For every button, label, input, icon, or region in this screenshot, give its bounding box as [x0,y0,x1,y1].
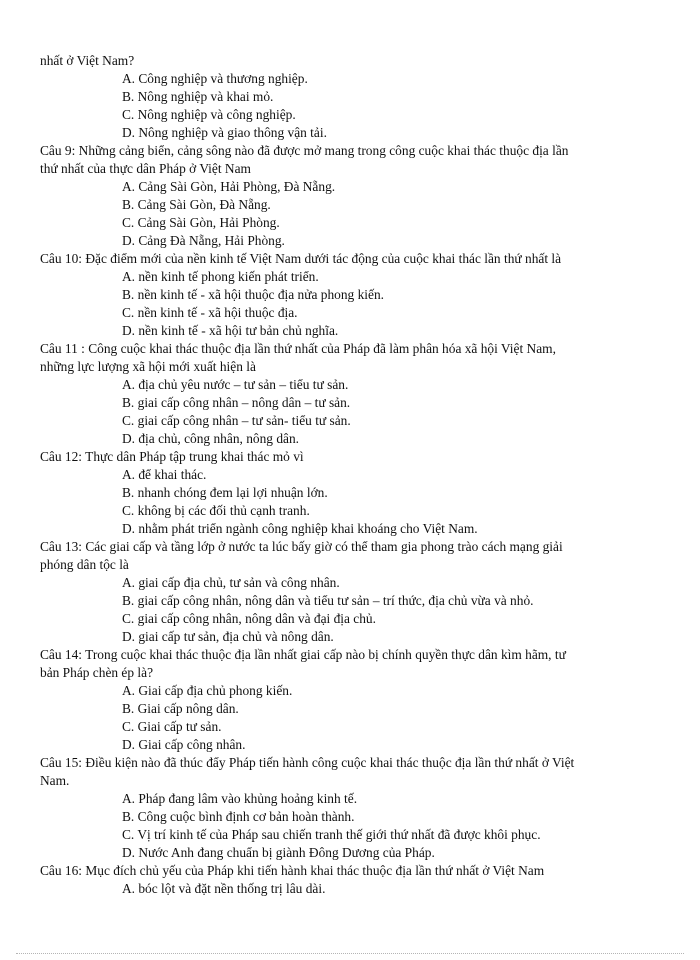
answer-option: A. Giai cấp địa chủ phong kiến. [122,683,293,698]
answer-option: B. nhanh chóng đem lại lợi nhuận lớn. [122,485,328,500]
question-stem: những lực lượng xã hội mới xuất hiện là [40,359,256,374]
answer-option: D. giai cấp tư sản, địa chủ và nông dân. [122,629,334,644]
answer-option: B. giai cấp công nhân – nông dân – tư sản. [122,395,351,410]
question-stem: Câu 12: Thực dân Pháp tập trung khai thác mỏ vì [40,449,304,464]
answer-option: C. nền kinh tế - xã hội thuộc địa. [122,305,298,320]
answer-option: D. Giai cấp công nhân. [122,737,246,752]
answer-option: B. giai cấp công nhân, nông dân và tiểu tư sản – trí thức, địa chủ vừa và nhỏ. [122,593,534,608]
question-stem: Câu 13: Các giai cấp và tầng lớp ở nước ta lúc bấy giờ có thể tham gia phong trào cách mạng giải [40,539,563,554]
question-stem: thứ nhất của thực dân Pháp ở Việt Nam [40,161,251,176]
answer-option: A. để khai thác. [122,467,207,482]
answer-option: C. Giai cấp tư sản. [122,719,222,734]
answer-option: B. Giai cấp nông dân. [122,701,239,716]
question-stem: Câu 10: Đặc điểm mới của nền kinh tế Việt Nam dưới tác động của cuộc khai thác lần thứ nhất là [40,251,562,266]
document-body [40,52,680,898]
answer-option: A. địa chủ yêu nước – tư sản – tiểu tư sản. [122,377,349,392]
question-stem: Câu 11 : Công cuộc khai thác thuộc địa lần thứ nhất của Pháp đã làm phân hóa xã hội Việt Nam, [40,341,556,356]
question-continuation-text: nhất ở Việt Nam? [40,53,135,68]
answer-option: B. Nông nghiệp và khai mỏ. [122,89,274,104]
answer-option: A. Cảng Sài Gòn, Hải Phòng, Đà Nẵng. [122,179,336,194]
question-stem: phóng dân tộc là [40,557,129,572]
answer-option: D. nhằm phát triển ngành công nghiệp khai khoáng cho Việt Nam. [122,521,478,536]
answer-option: C. giai cấp công nhân, nông dân và đại địa chủ. [122,611,376,626]
answer-option: A. Pháp đang lâm vào khủng hoảng kinh tế. [122,791,358,806]
answer-option: B. Công cuộc bình định cơ bản hoàn thành. [122,809,355,824]
question-stem: Nam. [40,773,70,788]
answer-option: D. Nước Anh đang chuẩn bị giành Đông Dương của Pháp. [122,845,435,860]
page-bottom-rule [16,953,684,954]
answer-option: D. Cảng Đà Nẵng, Hải Phòng. [122,233,285,248]
answer-option: D. địa chủ, công nhân, nông dân. [122,431,300,446]
question-stem: bản Pháp chèn ép là? [40,665,154,680]
answer-option: A. Công nghiệp và thương nghiệp. [122,71,308,86]
answer-option: D. nền kinh tế - xã hội tư bản chủ nghĩa. [122,323,339,338]
answer-option: B. Cảng Sài Gòn, Đà Nẵng. [122,197,271,212]
question-stem: Câu 14: Trong cuộc khai thác thuộc địa lần nhất giai cấp nào bị chính quyền thực dân kìm hãm, tư [40,647,566,662]
answer-option: D. Nông nghiệp và giao thông vận tải. [122,125,327,140]
answer-option: A. nền kinh tế phong kiến phát triển. [122,269,319,284]
question-stem: Câu 15: Điều kiện nào đã thúc đẩy Pháp tiến hành công cuộc khai thác thuộc địa lần thứ nhất ở Việt [40,755,575,770]
answer-option: A. bóc lột và đặt nền thống trị lâu dài. [122,881,326,896]
answer-option: B. nền kinh tế - xã hội thuộc địa nửa phong kiến. [122,287,384,302]
answer-option: A. giai cấp địa chủ, tư sản và công nhân. [122,575,340,590]
answer-option: C. giai cấp công nhân – tư sản- tiểu tư sản. [122,413,351,428]
question-stem: Câu 16: Mục đích chủ yếu của Pháp khi tiến hành khai thác thuộc địa lần thứ nhất ở Việt Nam [40,863,545,878]
answer-option: C. không bị các đối thủ cạnh tranh. [122,503,310,518]
answer-option: C. Nông nghiệp và công nghiệp. [122,107,296,122]
answer-option: C. Vị trí kinh tế của Pháp sau chiến tranh thế giới thứ nhất đã được khôi phục. [122,827,541,842]
question-stem: Câu 9: Những cảng biển, cảng sông nào đã được mở mang trong công cuộc khai thác thuộc địa lần [40,143,569,158]
answer-option: C. Cảng Sài Gòn, Hải Phòng. [122,215,280,230]
